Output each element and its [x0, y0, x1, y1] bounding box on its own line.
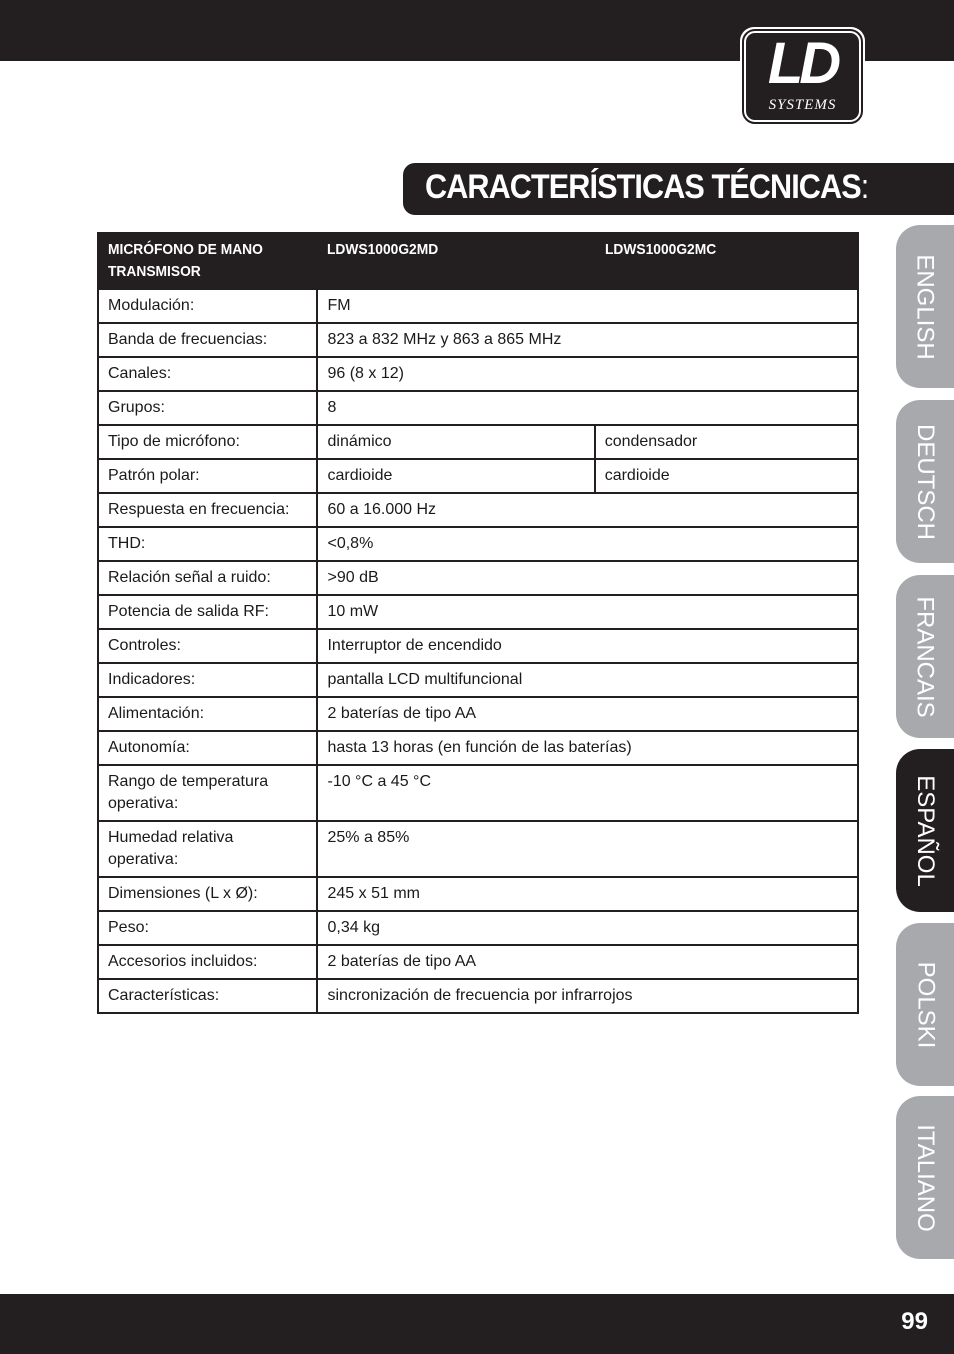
spec-value: 60 a 16.000 Hz [317, 493, 858, 527]
spec-value-mc: cardioide [595, 459, 858, 493]
spec-label: Accesorios incluidos: [98, 945, 317, 979]
header-model-mc-text: LDWS1000G2MC [604, 241, 716, 258]
spec-value: pantalla LCD multifuncional [317, 663, 858, 697]
page-title-colon: : [860, 168, 869, 206]
logo-badge [744, 31, 861, 122]
language-tab-deutsch[interactable] [896, 400, 954, 563]
table-body [98, 289, 858, 1013]
spec-value: 8 [317, 391, 858, 425]
spec-value-md: cardioide [317, 459, 594, 493]
table-row [98, 911, 858, 945]
table-row [98, 391, 858, 425]
spec-label: Potencia de salida RF: [98, 595, 317, 629]
spec-label: Indicadores: [98, 663, 317, 697]
bottom-bar [0, 1294, 954, 1354]
header-product-type [98, 233, 317, 289]
spec-value: sincronización de frecuencia por infrarrojos [317, 979, 858, 1013]
table-row [98, 979, 858, 1013]
header-model-md-text: LDWS1000G2MD [327, 241, 439, 258]
language-tab-label: DEUTSCH [912, 423, 940, 540]
spec-value: FM [317, 289, 858, 323]
table-row [98, 663, 858, 697]
spec-value: 25% a 85% [317, 821, 858, 877]
language-tab-espanol[interactable] [896, 749, 954, 912]
spec-label: Alimentación: [98, 697, 317, 731]
spec-value: >90 dB [317, 561, 858, 595]
language-tab-label: ITALIANO [912, 1123, 940, 1232]
spec-value: 0,34 kg [317, 911, 858, 945]
table-row [98, 877, 858, 911]
page-number: 99 [901, 1308, 928, 1335]
language-tab-label: POLSKI [912, 961, 939, 1048]
page-title-text: CARACTERÍSTICAS TÉCNICAS [425, 168, 861, 206]
section-heading [403, 163, 954, 215]
table-header-row [98, 233, 858, 289]
spec-label: Tipo de micrófono: [98, 425, 317, 459]
spec-label: Autonomía: [98, 731, 317, 765]
logo-sub-text: SYSTEMS [768, 97, 837, 113]
table-row [98, 357, 858, 391]
spec-value: hasta 13 horas (en función de las baterías) [317, 731, 858, 765]
table-row [98, 425, 858, 459]
spec-label: Dimensiones (L x Ø): [98, 877, 317, 911]
table-row [98, 595, 858, 629]
language-tab-italiano[interactable] [896, 1096, 954, 1259]
spec-label: Controles: [98, 629, 317, 663]
spec-label: Banda de frecuencias: [98, 323, 317, 357]
spec-label: Peso: [98, 911, 317, 945]
language-tab-label: ENGLISH [912, 253, 939, 360]
spec-value: 10 mW [317, 595, 858, 629]
table-row [98, 561, 858, 595]
spec-value: -10 °C a 45 °C [317, 765, 858, 821]
table-row [98, 765, 858, 821]
language-tab-francais[interactable] [896, 575, 954, 738]
spec-label: THD: [98, 527, 317, 561]
spec-label: Rango de temperatura operativa: [98, 765, 317, 821]
spec-label: Modulación: [98, 289, 317, 323]
logo-main-text: LD [767, 31, 838, 96]
spec-label: Respuesta en frecuencia: [98, 493, 317, 527]
spec-value: 245 x 51 mm [317, 877, 858, 911]
table-row [98, 493, 858, 527]
table-row [98, 629, 858, 663]
spec-label: Relación señal a ruido: [98, 561, 317, 595]
ld-systems-logo [740, 27, 865, 126]
spec-value: 96 (8 x 12) [317, 357, 858, 391]
table-row [98, 527, 858, 561]
language-tab-label: FRANCAIS [912, 595, 940, 718]
specifications-table [97, 232, 859, 1014]
table-row [98, 731, 858, 765]
spec-label: Canales: [98, 357, 317, 391]
spec-value: <0,8% [317, 527, 858, 561]
header-product-type-text: MICRÓFONO DE MANO TRANSMISOR [108, 241, 263, 280]
table-row [98, 697, 858, 731]
page-title [425, 168, 868, 207]
table-row [98, 323, 858, 357]
table-row [98, 821, 858, 877]
table-row [98, 945, 858, 979]
spec-label: Humedad relativa operativa: [98, 821, 317, 877]
header-model-md [317, 233, 594, 289]
spec-value: 823 a 832 MHz y 863 a 865 MHz [317, 323, 858, 357]
spec-label: Características: [98, 979, 317, 1013]
spec-value: Interruptor de encendido [317, 629, 858, 663]
header-model-mc [595, 233, 858, 289]
spec-value: 2 baterías de tipo AA [317, 697, 858, 731]
spec-label: Grupos: [98, 391, 317, 425]
spec-value-md: dinámico [317, 425, 594, 459]
spec-value: 2 baterías de tipo AA [317, 945, 858, 979]
table-row [98, 289, 858, 323]
language-tab-polski[interactable] [896, 923, 954, 1086]
language-tab-english[interactable] [896, 225, 954, 388]
spec-label: Patrón polar: [98, 459, 317, 493]
language-tab-label: ESPAÑOL [912, 774, 940, 887]
spec-value-mc: condensador [595, 425, 858, 459]
table-row [98, 459, 858, 493]
